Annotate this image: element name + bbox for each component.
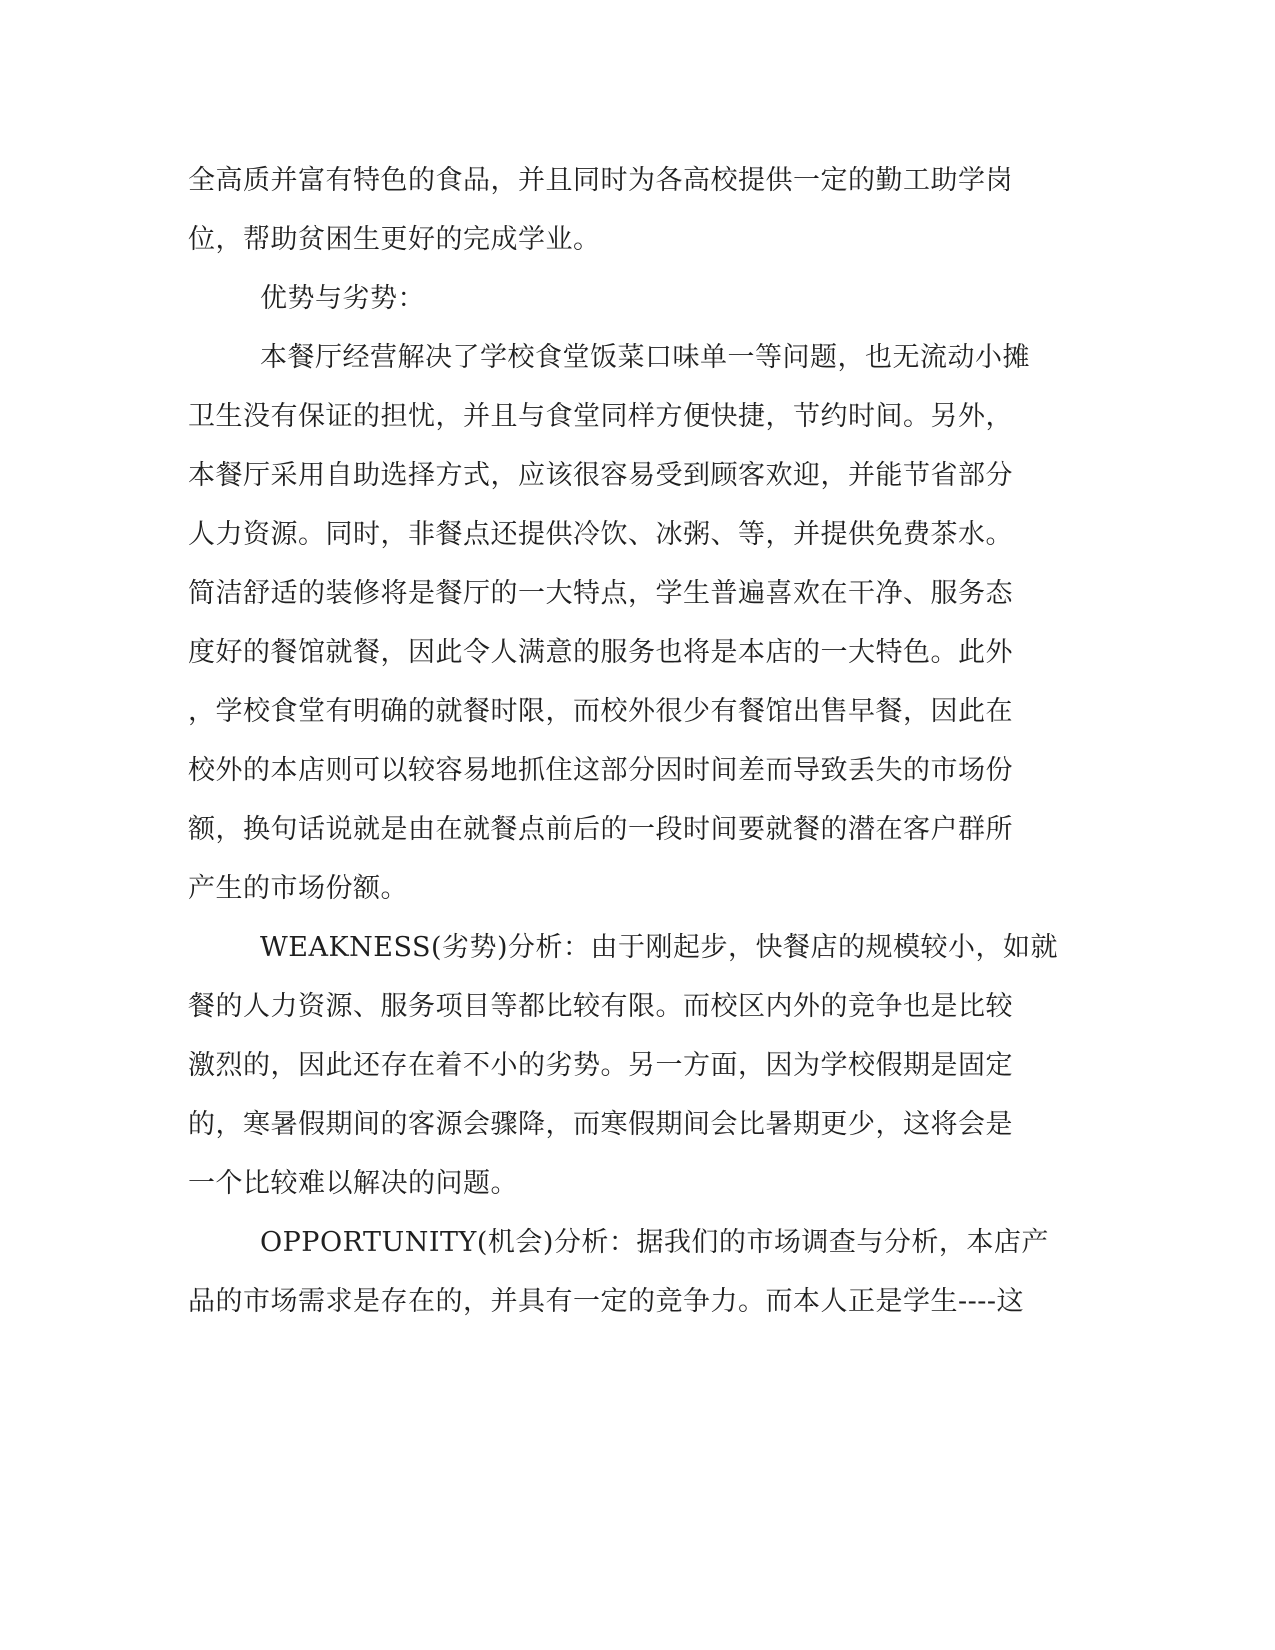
- text-line: 额，换句话说就是由在就餐点前后的一段时间要就餐的潜在客户群所: [188, 814, 1013, 845]
- paragraph-start-line: OPPORTUNITY(机会)分析：据我们的市场调查与分析，本店产: [260, 1227, 1049, 1258]
- text-line: 产生的市场份额。: [188, 873, 408, 904]
- text-line: 的，寒暑假期间的客源会骤降，而寒假期间会比暑期更少，这将会是: [188, 1109, 1013, 1140]
- text-line: 本餐厅采用自助选择方式，应该很容易受到顾客欢迎，并能节省部分: [188, 460, 1013, 491]
- text-line: 校外的本店则可以较容易地抓住这部分因时间差而导致丢失的市场份: [188, 755, 1013, 786]
- text-line: 品的市场需求是存在的，并具有一定的竞争力。而本人正是学生----这: [188, 1286, 1024, 1317]
- text-line: ，学校食堂有明确的就餐时限，而校外很少有餐馆出售早餐，因此在: [188, 696, 1013, 727]
- text-line: 卫生没有保证的担忧，并且与食堂同样方便快捷，节约时间。另外，: [188, 401, 1013, 432]
- text-line: 激烈的，因此还存在着不小的劣势。另一方面，因为学校假期是固定: [188, 1050, 1013, 1081]
- text-line: 人力资源。同时，非餐点还提供冷饮、冰粥、等，并提供免费茶水。: [188, 519, 1013, 550]
- text-line: 度好的餐馆就餐，因此令人满意的服务也将是本店的一大特色。此外: [188, 637, 1013, 668]
- section-heading: 优势与劣势：: [260, 283, 425, 314]
- text-line: 一个比较难以解决的问题。: [188, 1168, 518, 1199]
- paragraph-start-line: WEAKNESS(劣势)分析：由于刚起步，快餐店的规模较小，如就: [260, 932, 1059, 963]
- text-line: 餐的人力资源、服务项目等都比较有限。而校区内外的竞争也是比较: [188, 991, 1013, 1022]
- text-line: 位，帮助贫困生更好的完成学业。: [188, 224, 601, 255]
- paragraph-start-line: 本餐厅经营解决了学校食堂饭菜口味单一等问题，也无流动小摊: [260, 342, 1030, 373]
- text-line: 简洁舒适的装修将是餐厅的一大特点，学生普遍喜欢在干净、服务态: [188, 578, 1013, 609]
- text-line: 全高质并富有特色的食品，并且同时为各高校提供一定的勤工助学岗: [188, 165, 1013, 196]
